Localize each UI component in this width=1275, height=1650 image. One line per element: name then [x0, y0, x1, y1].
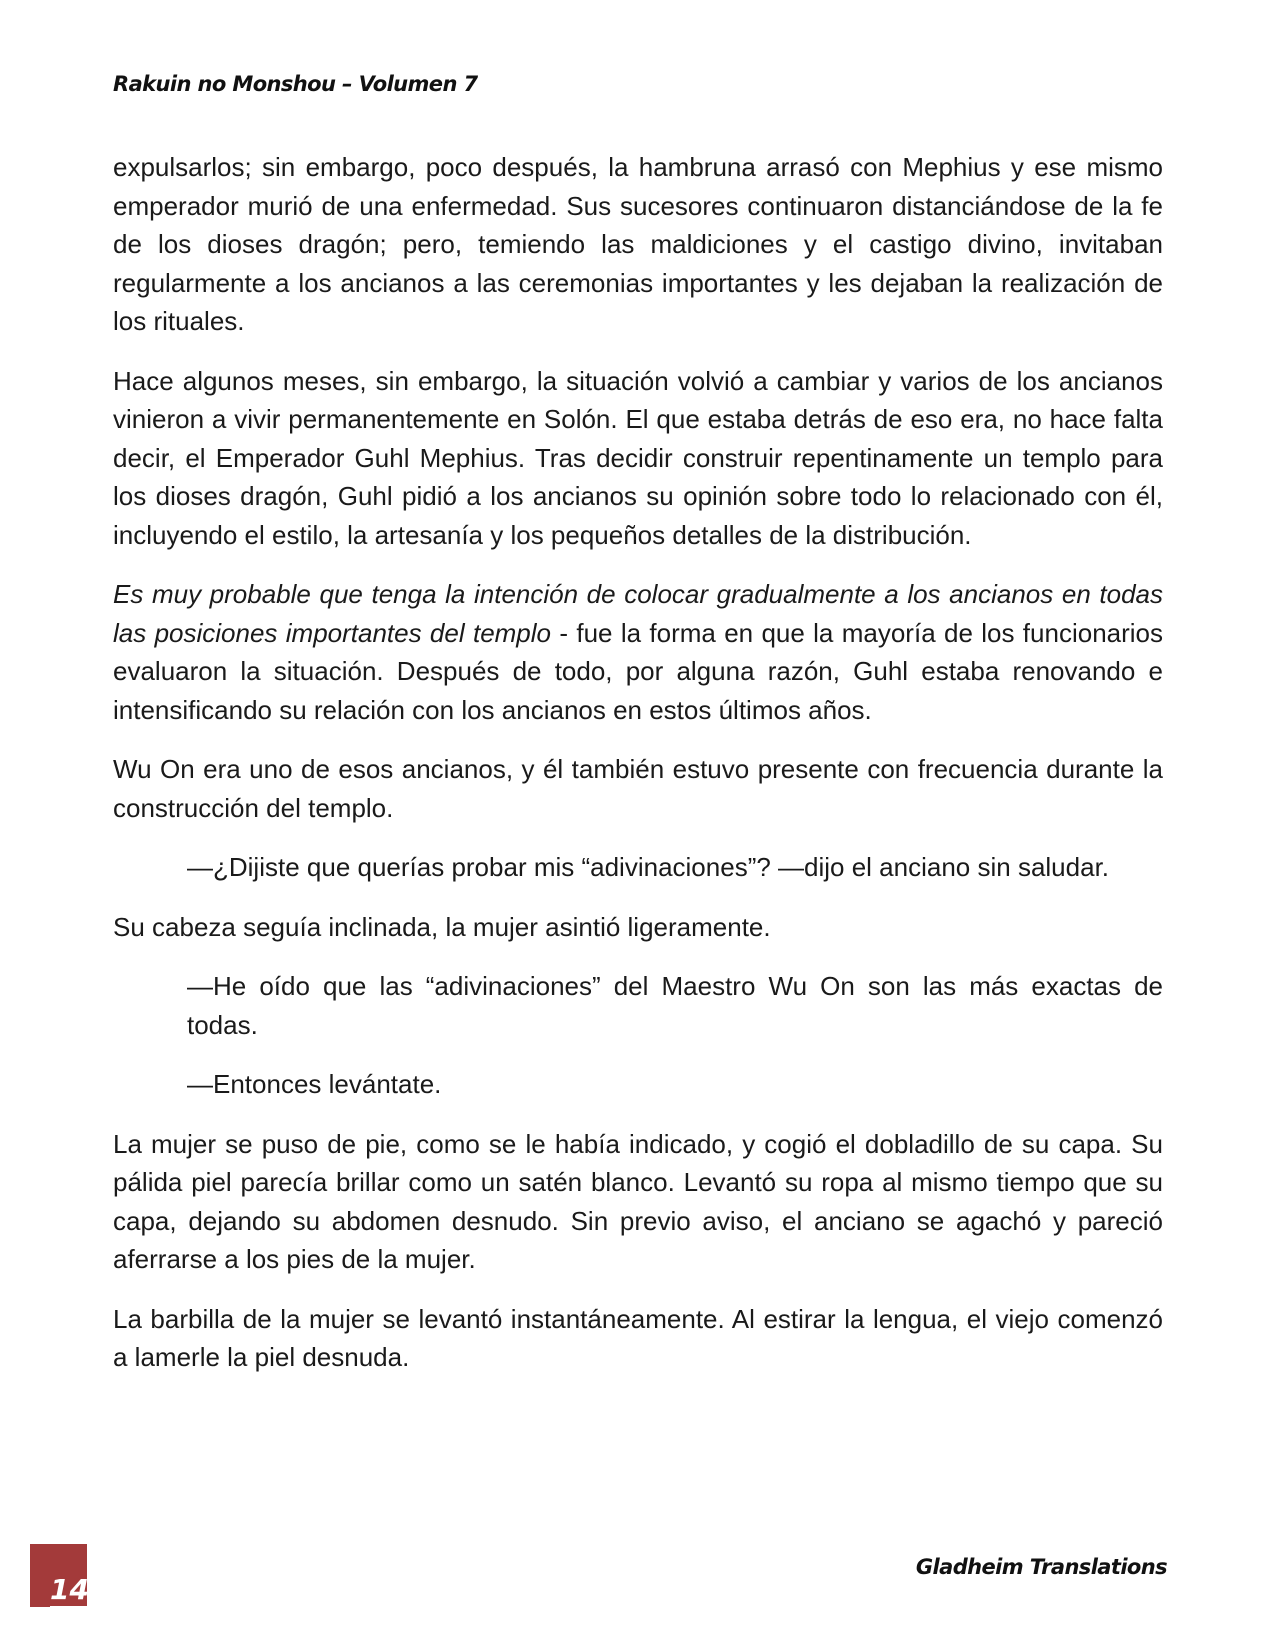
paragraph: La mujer se puso de pie, como se le había indicado, y cogió el dobladillo de su capa. Su pálida piel parecía brillar como un satén blanco. Levantó su ropa al mismo tiempo que su capa, dejando su abdomen desnudo. Sin previo aviso, el anciano se agachó y pareció aferrarse a los pies de la mujer. [113, 1128, 1163, 1274]
dialogue-line: —Entonces levántate. [187, 1069, 442, 1099]
paragraph [113, 575, 1163, 729]
paragraph: expulsarlos; sin embargo, poco después, la hambruna arrasó con Mephius y ese mismo emperador murió de una enfermedad. Sus sucesores continuaron distanciándose de la fe de los dioses dragón; pero, temiendo las maldiciones y el castigo divino, invitaban regularmente a los ancianos a las ceremonias importantes y les dejaban la realización de los rituales. [113, 152, 1163, 336]
page-header-title: Rakuin no Monshou – Volumen 7 [113, 72, 478, 96]
paragraph: Su cabeza seguía inclinada, la mujer asintió ligeramente. [113, 911, 771, 942]
paragraph: Wu On era uno de esos ancianos, y él también estuvo presente con frecuencia durante la construcción del templo. [113, 754, 1163, 823]
footer-brand: Gladheim Translations [915, 1555, 1167, 1579]
dialogue-line: —¿Dijiste que querías probar mis “adivinaciones”? —dijo el anciano sin saludar. [187, 852, 1110, 882]
dialogue-line: —He oído que las “adivinaciones” del Maestro Wu On son las más exactas de todas. [187, 971, 1163, 1040]
document-body [113, 148, 1163, 1398]
paragraph: La barbilla de la mujer se levantó instantáneamente. Al estirar la lengua, el viejo comenzó a lamerle la piel desnuda. [113, 1303, 1163, 1372]
paragraph: Hace algunos meses, sin embargo, la situación volvió a cambiar y varios de los ancianos vinieron a vivir permanentemente en Solón. El que estaba detrás de eso era, no hace falta decir, el Emperador Guhl Mephius. Tras decidir construir repentinamente un templo para los dioses dragón, Guhl pidió a los ancianos su opinión sobre todo lo relacionado con él, incluyendo el estilo, la artesanía y los pequeños detalles de la distribución. [113, 365, 1163, 550]
paragraph-text: - fue la forma en que la mayoría de los funcionarios evaluaron la situación. Después de todo, por alguna razón, Guhl estaba renovando e intensificando su relación con los ancianos en estos últimos años. [113, 617, 1164, 725]
page-number: 14 [50, 1573, 89, 1606]
italic-thought: Es muy probable que tenga la intención de colocar gradualmente a los ancianos en todas las posiciones importantes del templo [113, 579, 1163, 648]
